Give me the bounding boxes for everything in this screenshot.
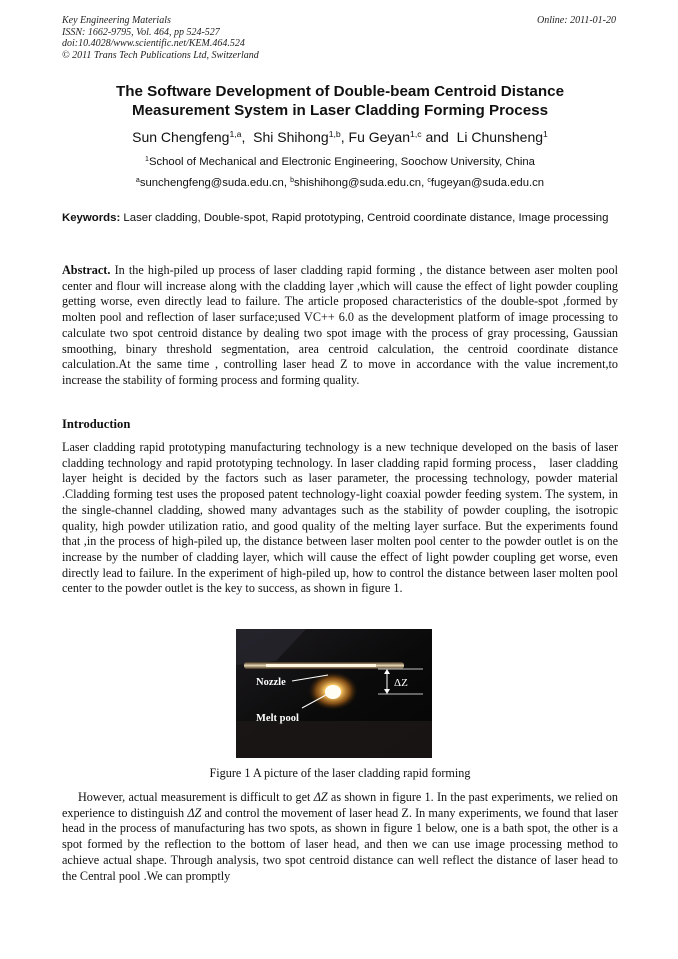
email-link[interactable]: shishihong@suda.edu.cn (294, 177, 422, 189)
author-sep: , (241, 129, 254, 145)
doi: doi:10.4028/www.scientific.net/KEM.464.524 (62, 38, 245, 49)
paragraph-text: However, actual measurement is difficult to get (78, 790, 314, 804)
delta-z-symbol: ΔZ (313, 790, 328, 804)
email-sup: c (427, 177, 431, 185)
email-sup: a (135, 177, 140, 185)
issn: ISSN: 1662-9795, Vol. 464, pp 524-527 (62, 26, 220, 38)
author-sup: 1,b (328, 129, 341, 140)
abstract-label: Abstract. (62, 263, 111, 277)
body-paragraph (62, 790, 618, 884)
melt-pool-label: Melt pool (256, 713, 299, 724)
email-list (62, 176, 618, 192)
figure-1-photo (236, 629, 432, 758)
affiliation (62, 155, 618, 171)
author-sup: 1,a (229, 129, 242, 140)
author: Fu Geyan (348, 129, 411, 145)
author-list (62, 128, 618, 148)
figure-1-caption: Figure 1 A picture of the laser cladding rapid forming (209, 766, 471, 780)
journal-header (62, 15, 618, 61)
author-sup: 1 (543, 129, 548, 140)
nozzle-label: Nozzle (256, 677, 286, 688)
email-link[interactable]: sunchengfeng@suda.edu.cn (139, 177, 284, 189)
introduction-paragraph: Laser cladding rapid prototyping manufacturing technology is a new technique developed on the basis of laser cladding technology and rapid prototyping technology. In laser cladding rapid forming process， laser cladding layer height is decided by the factors such as laser parameter, the processing technology, powder material .Cladding forming test uses the proposed patent technology-light coaxial powder feeding system. The system, in the single-channel cladding, showed many advantages such as the stability of powder coupling, the isotropic quality, high powder utilization ratio, and good quality of the melting layer surface. But the experiments found that ,in the process of high-piled up, the distance between laser molten pool center to the powder outlet is on the increase by the number of cladding layer, which will cause the effect of light powder coupling get worse, even directly lead to failure. In the experiment of high-piled up, how to control the distance between laser molten pool center to the powder outlet is the key to success, as shown in figure 1. (62, 440, 618, 596)
keywords (62, 211, 618, 226)
keywords-label: Keywords: (62, 212, 121, 224)
journal-name: Key Engineering Materials (62, 15, 171, 26)
email-link[interactable]: fugeyan@suda.edu.cn (430, 177, 545, 189)
delta-z-label: ΔZ (394, 677, 408, 689)
abstract (62, 263, 618, 389)
author-sep: and (421, 129, 457, 145)
title-line-1: The Software Development of Double-beam Centroid Distance (115, 83, 565, 100)
author-sep: , (340, 129, 349, 145)
affiliation-sup: 1 (145, 156, 149, 164)
author: Li Chunsheng (456, 129, 544, 145)
paper-title (62, 82, 618, 120)
author: Sun Chengfeng (132, 129, 230, 145)
paragraph-text: as shown in figure 1. In the past experiments, we relied on experience to distinguish (62, 790, 618, 820)
email-sep: , (283, 177, 291, 189)
affiliation-text: School of Mechanical and Electronic Engineering, Soochow University, China (148, 156, 535, 168)
email-sep: , (421, 177, 428, 189)
author-sup: 1,c (410, 129, 422, 140)
email-sup: b (290, 177, 295, 185)
online-date: Online: 2011-01-20 (537, 15, 616, 26)
keywords-text: Laser cladding, Double-spot, Rapid prototyping, Centroid coordinate distance, Image processing (120, 212, 609, 224)
abstract-text: In the high-piled up process of laser cladding rapid forming , the distance between aser molten pool center and flour will increase along with the cladding layer ,which will cause the effect of light powder coupling getting worse, even directly lead to failure. The article proposed characteristics of the double-spot ,formed by molten pool and reflection of laser surface;used VC++ 6.0 as the development platform of image processing to calculate two spot centroid distance by dealing two spot image with the process of gray processing, Gaussian smoothing, binary threshold segmentation, area centroid calculation, the centroid coordinate distance calculation.At the same time , controlling laser head Z to move in accordance with the value increment,to increase the stability of forming process and forming quality. (62, 263, 618, 387)
laser-cladding-photo (236, 629, 432, 758)
delta-z-symbol: ΔZ (187, 805, 202, 820)
paragraph-text: and control the movement of laser head Z. In many experiments, we found that laser head in the process of manufacturing has two spots, as shown in figure 1 below, one is a bath spot, the other is a spot formed by the reflection to the bottom of laser head, and then we can use image processing method to achieve actual shape. Through analysis, two spot centroid distance can well reflect the distance of laser head to the Central pool .We can promptly (62, 805, 618, 883)
title-line-2: Measurement System in Laser Cladding Forming Process (131, 102, 549, 119)
copyright: © 2011 Trans Tech Publications Ltd, Switzerland (62, 49, 259, 61)
author: Shi Shihong (253, 129, 329, 145)
section-heading-introduction: Introduction (62, 417, 131, 431)
